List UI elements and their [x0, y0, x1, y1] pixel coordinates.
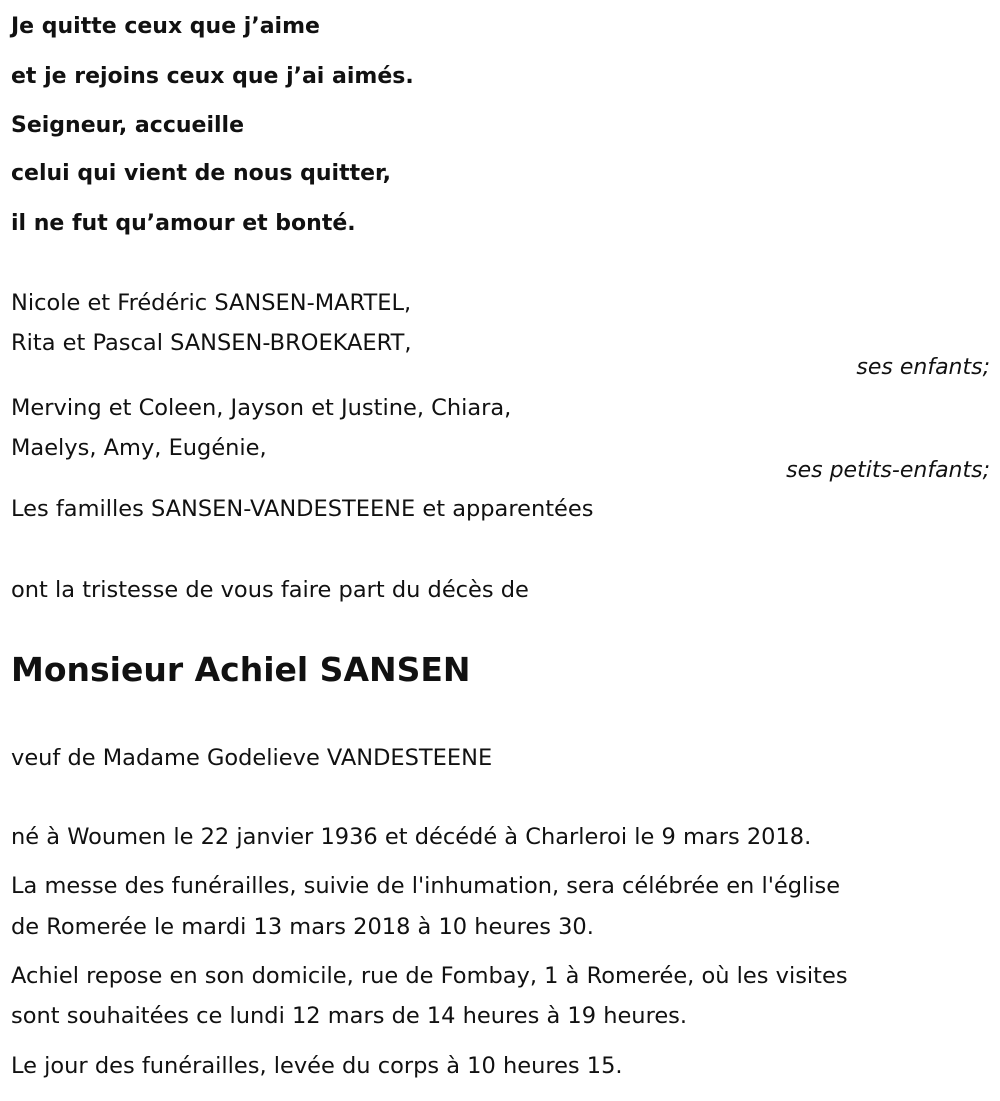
birth-death: né à Woumen le 22 janvier 1936 et décédé à Charleroi le 9 mars 2018. — [11, 824, 812, 850]
visits-line: Achiel repose en son domicile, rue de Fombay, 1 à Romerée, où les visites — [11, 963, 848, 989]
families-line: Les familles SANSEN-VANDESTEENE et apparentées — [11, 496, 594, 522]
poem-line: celui qui vient de nous quitter, — [11, 161, 392, 186]
children-role: ses enfants; — [856, 355, 990, 380]
mass-line: La messe des funérailles, suivie de l'inhumation, sera célébrée en l'église — [11, 873, 841, 899]
poem-line: il ne fut qu’amour et bonté. — [11, 211, 356, 236]
deceased-name: Monsieur Achiel SANSEN — [11, 650, 471, 689]
mass-line: de Romerée le mardi 13 mars 2018 à 10 heures 30. — [11, 914, 594, 940]
child-line: Rita et Pascal SANSEN-BROEKAERT, — [11, 330, 412, 356]
grandchild-line: Merving et Coleen, Jayson et Justine, Chiara, — [11, 395, 512, 421]
poem-line: Seigneur, accueille — [11, 113, 244, 138]
widower-line: veuf de Madame Godelieve VANDESTEENE — [11, 745, 493, 771]
grandchildren-role: ses petits-enfants; — [786, 458, 990, 483]
poem-line: Je quitte ceux que j’aime — [11, 14, 320, 39]
poem-line: et je rejoins ceux que j’ai aimés. — [11, 64, 414, 89]
announcement: ont la tristesse de vous faire part du décès de — [11, 577, 529, 603]
levee-line: Le jour des funérailles, levée du corps à 10 heures 15. — [11, 1053, 623, 1079]
child-line: Nicole et Frédéric SANSEN-MARTEL, — [11, 290, 412, 316]
visits-line: sont souhaitées ce lundi 12 mars de 14 heures à 19 heures. — [11, 1003, 688, 1029]
grandchild-line: Maelys, Amy, Eugénie, — [11, 435, 267, 461]
